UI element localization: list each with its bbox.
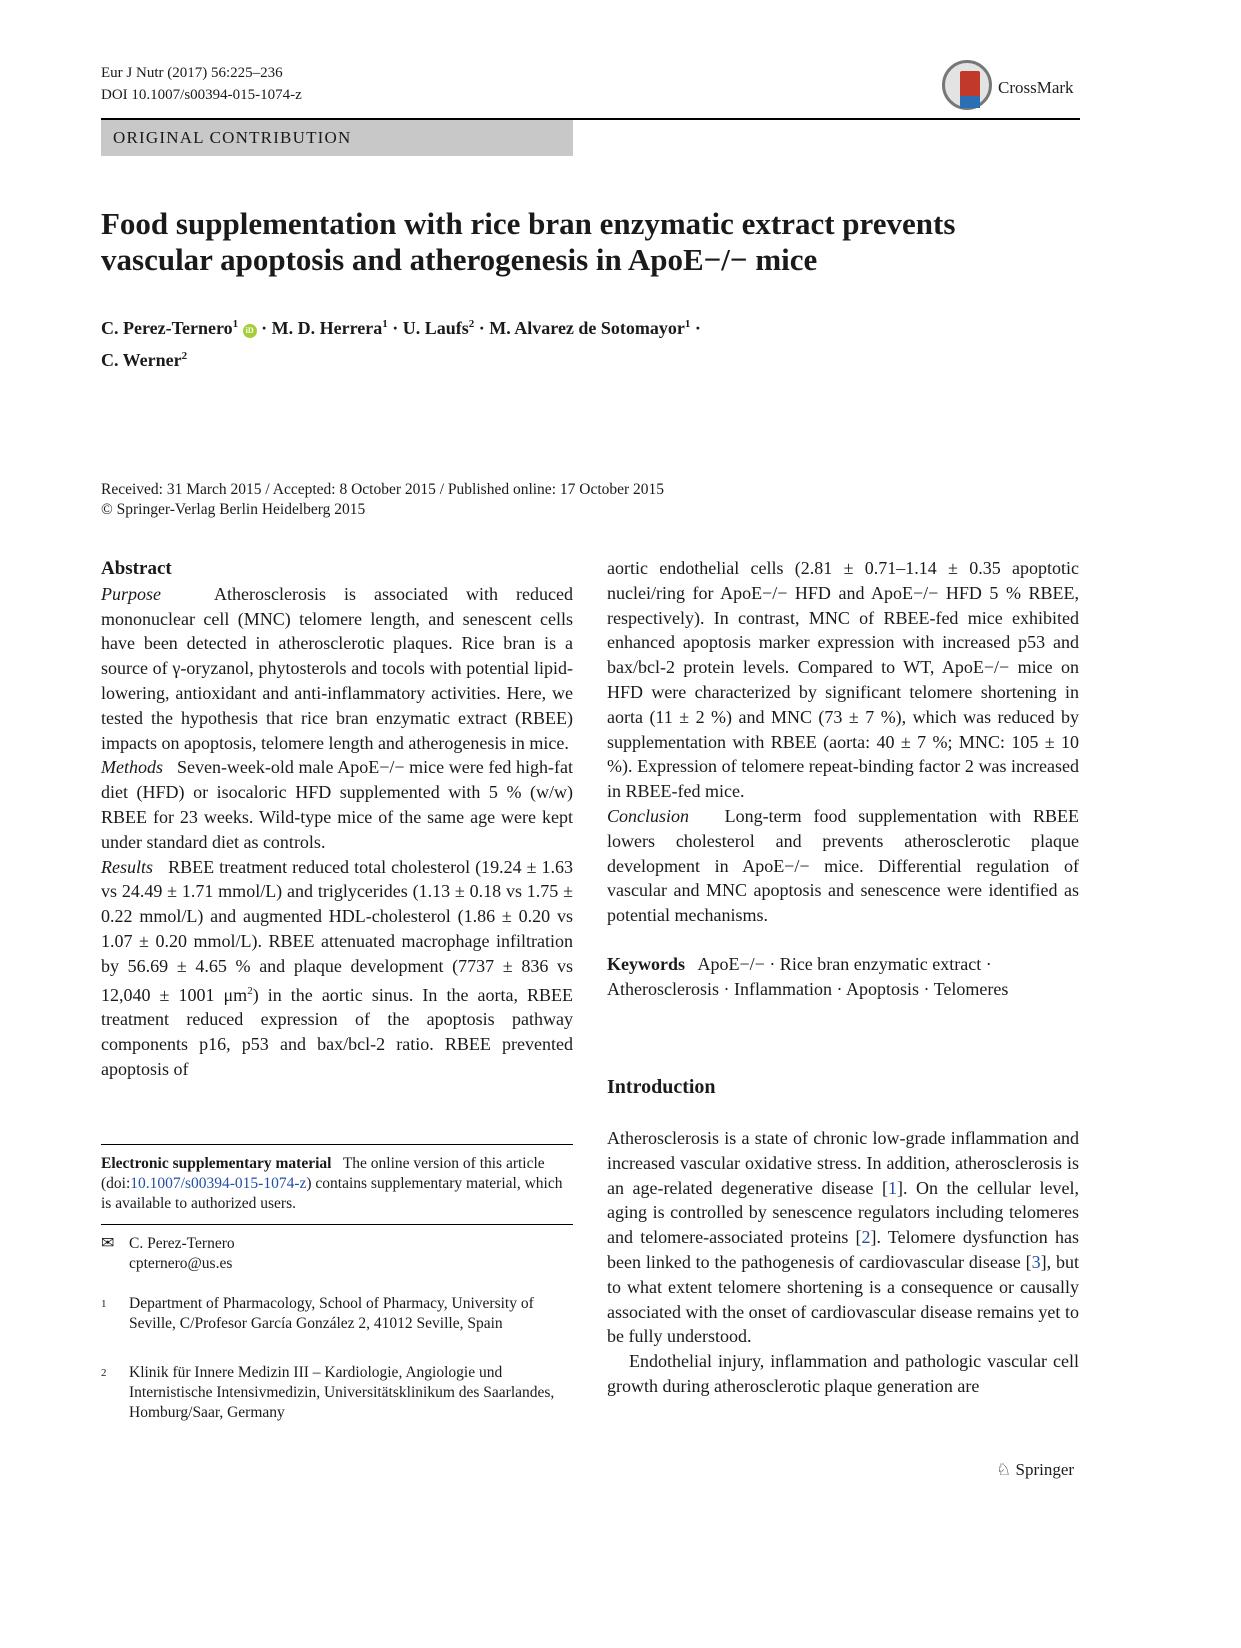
author-list: C. Perez-Ternero$^1$ iD · M. D. Herrera$^1$ · U. Laufs$^2$ · M. Alvarez de Sotomayor$^1$ · C. Werner$^2$ (101, 318, 701, 370)
publication-dates (101, 480, 1001, 520)
springer-horse-icon: ♘ (996, 1460, 1012, 1479)
reference-link[interactable]: 2 (861, 1227, 871, 1248)
abstract-conclusion: Conclusion Long-term food supplementation with RBEE lowers cholesterol and prevents atherosclerotic plaque development in ApoE−/− mice. Differential regulation of vascular and MNC apoptosis and senescence were identified as potential mechanisms. (607, 805, 1080, 926)
intro-paragraph: Atherosclerosis is a state of chronic low-grade inflammation and increased vascular oxidative stress. In addition, atherosclerosis is an age-related degenerative disease [1]. On the cellular level, aging is controlled by senescence regulators including telomeres and telomere-associated proteins [2]. Telomere dysfunction has been linked to the pathogenesis of cardiovascular disease [3], but to what extent telomere shortening is a consequence or causally associated with the onset of cardiovascular disease remains yet to be fully understood. (607, 1128, 1080, 1347)
crossmark-icon (942, 60, 992, 110)
introduction-body (607, 1126, 1079, 1399)
abstract-right-column (607, 556, 1079, 1002)
intro-paragraph: Endothelial injury, inflammation and pathologic vascular cell growth during atherosclerotic plaque generation are (607, 1351, 1079, 1396)
author-name[interactable]: · U. Laufs (387, 318, 469, 338)
article-title: Food supplementation with rice bran enzymatic extract prevents vascular apoptosis and atherogenesis in ApoE−/− mice (101, 206, 956, 277)
crossmark-label: CrossMark (998, 78, 1074, 97)
history-dates: Received: 31 March 2015 / Accepted: 8 October 2015 / Published online: 17 October 2015 (101, 481, 665, 498)
abstract-heading: Abstract (101, 558, 172, 579)
article-doi: DOI 10.1007/s00394-015-1074-z (101, 87, 302, 103)
author-name[interactable]: C. Perez-Ternero (101, 318, 233, 338)
doi-link[interactable]: 10.1007/s00394-015-1074-z (130, 1175, 307, 1192)
publisher-logo: ♘ Springer (996, 1460, 1075, 1479)
introduction-heading: Introduction (607, 1076, 716, 1098)
orcid-icon[interactable]: iD (243, 324, 257, 338)
abstract-purpose: Purpose Atherosclerosis is associated with reduced mononuclear cell (MNC) telomere length, and senescent cells have been detected in atherosclerotic plaques. Rice bran is a source of γ-oryzanol, phytosterols and tocols with potential lipid-lowering, antioxidant and anti-inflammatory activities. Here, we tested the hypothesis that rice bran enzymatic extract (RBEE) impacts on apoptosis, telomere length and atherogenesis in mice. (101, 583, 573, 753)
abstract-methods: Methods Seven-week-old male ApoE−/− mice were fed high-fat diet (HFD) or isocaloric HFD supplemented with 5 % (w/w) RBEE for 23 weeks. Wild-type mice of the same age were kept under standard diet as controls. (101, 757, 574, 852)
author-name[interactable]: · M. D. Herrera (256, 318, 383, 338)
copyright: © Springer-Verlag Berlin Heidelberg 2015 (101, 501, 366, 518)
section-badge (101, 120, 573, 156)
section-label: ORIGINAL CONTRIBUTION (113, 128, 352, 147)
author-name[interactable]: · M. Alvarez de Sotomayor (474, 318, 685, 338)
author-name[interactable]: C. Werner (101, 350, 182, 370)
reference-link[interactable]: 1 (887, 1177, 897, 1198)
abstract-results: Results RBEE treatment reduced total cholesterol (19.24 ± 1.63 vs 24.49 ± 1.71 mmol/L) and triglycerides (1.13 ± 0.18 vs 1.75 ± 0.22 mmol/L) and augmented HDL-cholesterol (1.86 ± 0.20 vs 1.07 ± 0.20 mmol/L). RBEE attenuated macrophage infiltration by 56.69 ± 4.65 % and plaque development (7737 ± 836 vs 12,040 ± 1001 $\mu m^2$) in the aortic sinus. In the aorta, RBEE treatment reduced expression of the apoptosis pathway components p16, p53 and bax/bcl-2 ratio. RBEE prevented apoptosis of (101, 856, 574, 1079)
email-link[interactable]: cpternero@us.es (129, 1255, 233, 1272)
envelope-icon: ✉ (101, 1235, 115, 1252)
affiliation-2: 2 Klinik für Innere Medizin III – Kardiologie, Angiologie und Internistische Intensivmedizin, Universitätsklinikum des Saarlandes, Homburg/Saar, Germany (101, 1364, 555, 1421)
reference-link[interactable]: 3 (1031, 1251, 1041, 1272)
journal-header (101, 62, 302, 106)
abstract-results-continued: aortic endothelial cells (2.81 ± 0.71–1.14 ± 0.35 apoptotic nuclei/ring for ApoE−/− HFD and ApoE−/− HFD 5 % RBEE, respectively). In contrast, MNC of RBEE-fed mice exhibited enhanced apoptosis marker expression with increased p53 and bax/bcl-2 protein levels. Compared to WT, ApoE−/− mice on HFD were characterized by significant telomere shortening in aorta (11 ± 2 %) and MNC (73 ± 7 %), which was reduced by supplementation with RBEE (aorta: 40 ± 7 %; MNC: 105 ± 10 %). Expression of telomere repeat-binding factor 2 was increased in RBEE-fed mice. (607, 558, 1079, 802)
crossmark-badge[interactable] (942, 60, 1082, 116)
journal-citation: Eur J Nutr (2017) 56:225–236 (101, 65, 283, 81)
footnote-rule (101, 1224, 573, 1225)
abstract-left-column (101, 556, 573, 1082)
corresponding-author: C. Perez-Ternero (129, 1235, 235, 1252)
keywords: Keywords ApoE−/− · Rice bran enzymatic extract · Atherosclerosis · Inflammation · Apoptosis · Telomeres (607, 953, 1009, 999)
affiliation-1: 1 Department of Pharmacology, School of Pharmacy, University of Seville, C/Profesor García González 2, 41012 Seville, Spain (101, 1295, 534, 1332)
supplementary-note: Electronic supplementary material The online version of this article (doi:10.1007/s00394-015-1074-z) contains supplementary material, which is available to authorized users. (101, 1155, 563, 1212)
footnote-rule (101, 1144, 573, 1145)
